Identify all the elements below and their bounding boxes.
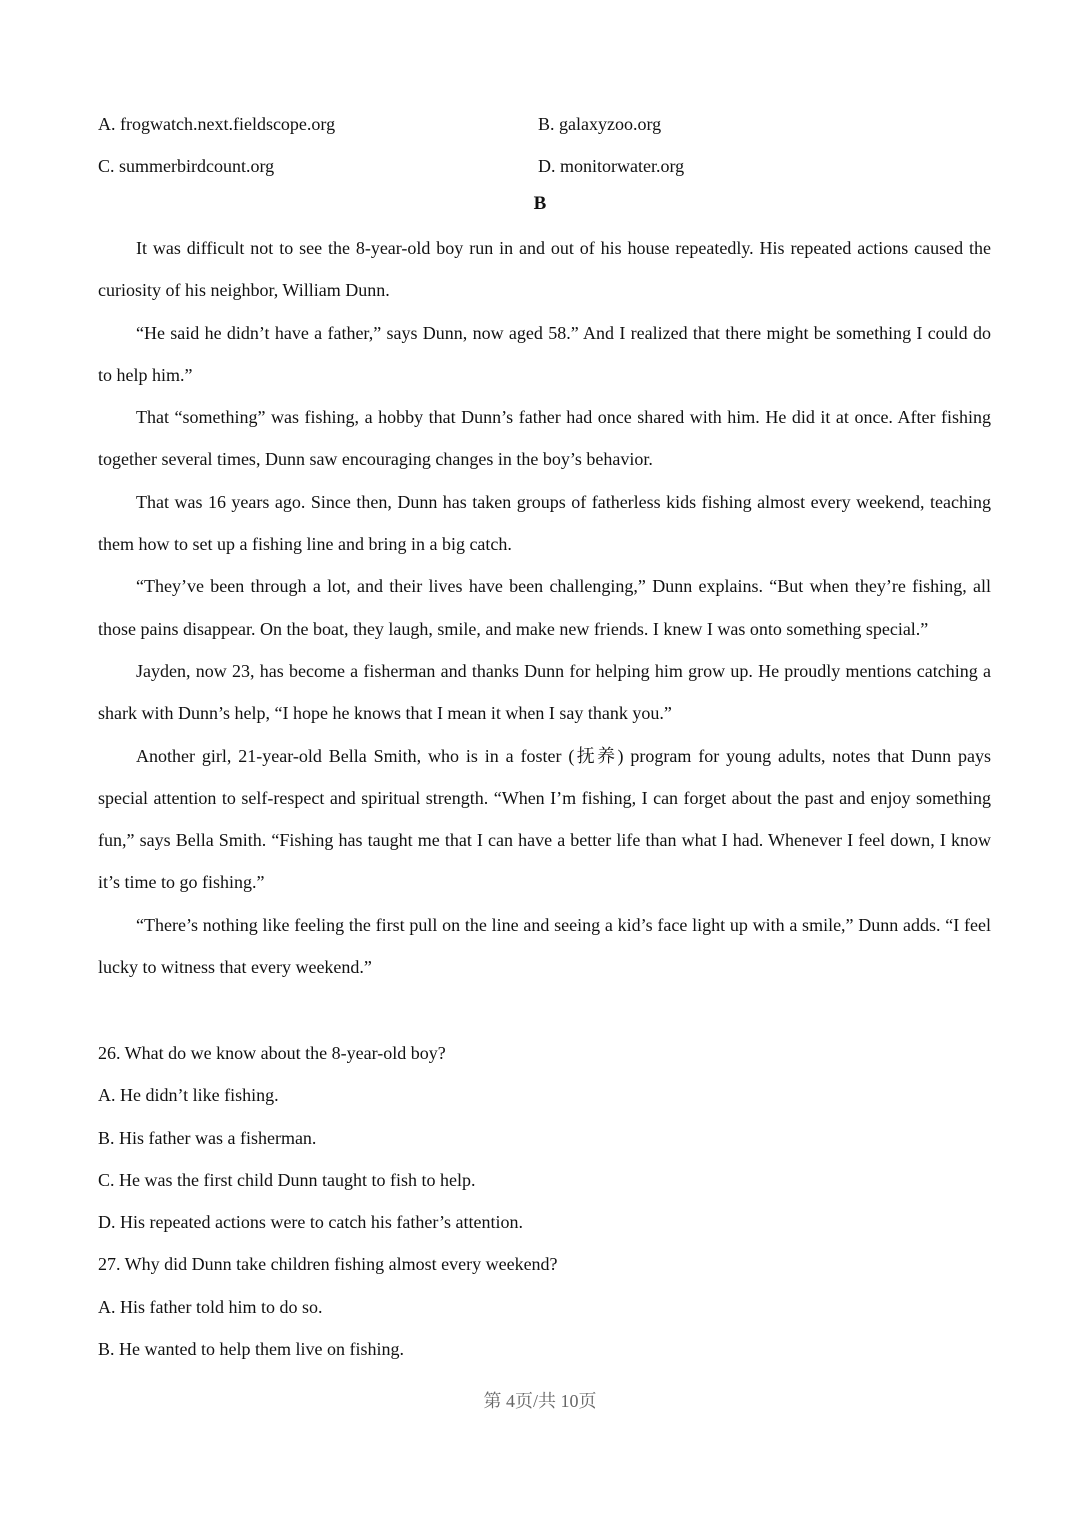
question-stem: 26. What do we know about the 8-year-old boy? [98,1043,446,1063]
previous-options-row [98,152,998,180]
passage-paragraph: “He said he didn’t have a father,” says Dunn, now aged 58.” And I realized that there might be something I could do to help him.” [98,322,991,385]
question-option: A. He didn’t like fishing. [98,1085,279,1106]
option-d: D. monitorwater.org [538,156,685,176]
question-option: A. His father told him to do so. [98,1296,323,1317]
passage-paragraph: Another girl, 21-year-old Bella Smith, who is in a foster (抚养) program for young adults, notes that Dunn pays special attention to self-respect and spiritual strength. “When I’m fishing, I can forget about the past and enjoy something fun,” says Bella Smith. “Fishing has taught me that I can have a better life than what I had. Whenever I feel down, I know it’s time to go fishing.” [98,745,991,893]
question-option: B. His father was a fisherman. [98,1127,317,1148]
question-option: B. He wanted to help them live on fishing. [98,1339,404,1360]
passage-paragraph: “They’ve been through a lot, and their lives have been challenging,” Dunn explains. “But when they’re fishing, all those pains disappear. On the boat, they laugh, smile, and make new friends. I knew I was onto something special.” [98,576,991,639]
question-option: D. His repeated actions were to catch his father’s attention. [98,1212,524,1233]
passage-paragraph: It was difficult not to see the 8-year-old boy run in and out of his house repeatedly. His repeated actions caused the curiosity of his neighbor, William Dunn. [98,238,991,301]
question-list [98,1032,991,1370]
question-stem: 27. Why did Dunn take children fishing almost every weekend? [98,1254,558,1275]
passage-paragraph: “There’s nothing like feeling the first pull on the line and seeing a kid’s face light up with a smile,” Dunn adds. “I feel lucky to witness that every weekend.” [98,914,991,978]
passage-paragraph: Jayden, now 23, has become a fisherman and thanks Dunn for helping him grow up. He proudly mentions catching a shark with Dunn’s help, “I hope he knows that I mean it when I say thank you.” [98,660,991,724]
previous-options-row [98,110,998,138]
passage-paragraph: That was 16 years ago. Since then, Dunn has taken groups of fatherless kids fishing almost every weekend, teaching them how to set up a fishing line and bring in a big catch. [98,491,991,555]
section-heading: B [533,193,547,214]
option-c: C. summerbirdcount.org [98,156,275,176]
question-option: C. He was the first child Dunn taught to fish to help. [98,1169,476,1190]
option-a: A. frogwatch.next.fieldscope.org [98,114,336,134]
reading-passage [98,227,991,988]
page-number-footer: 第 4页/共 10页 [483,1391,597,1411]
option-b: B. galaxyzoo.org [538,114,662,134]
passage-paragraph: That “something” was fishing, a hobby that Dunn’s father had once shared with him. He did it at once. After fishing together several times, Dunn saw encouraging changes in the boy’s behavior. [98,407,991,470]
